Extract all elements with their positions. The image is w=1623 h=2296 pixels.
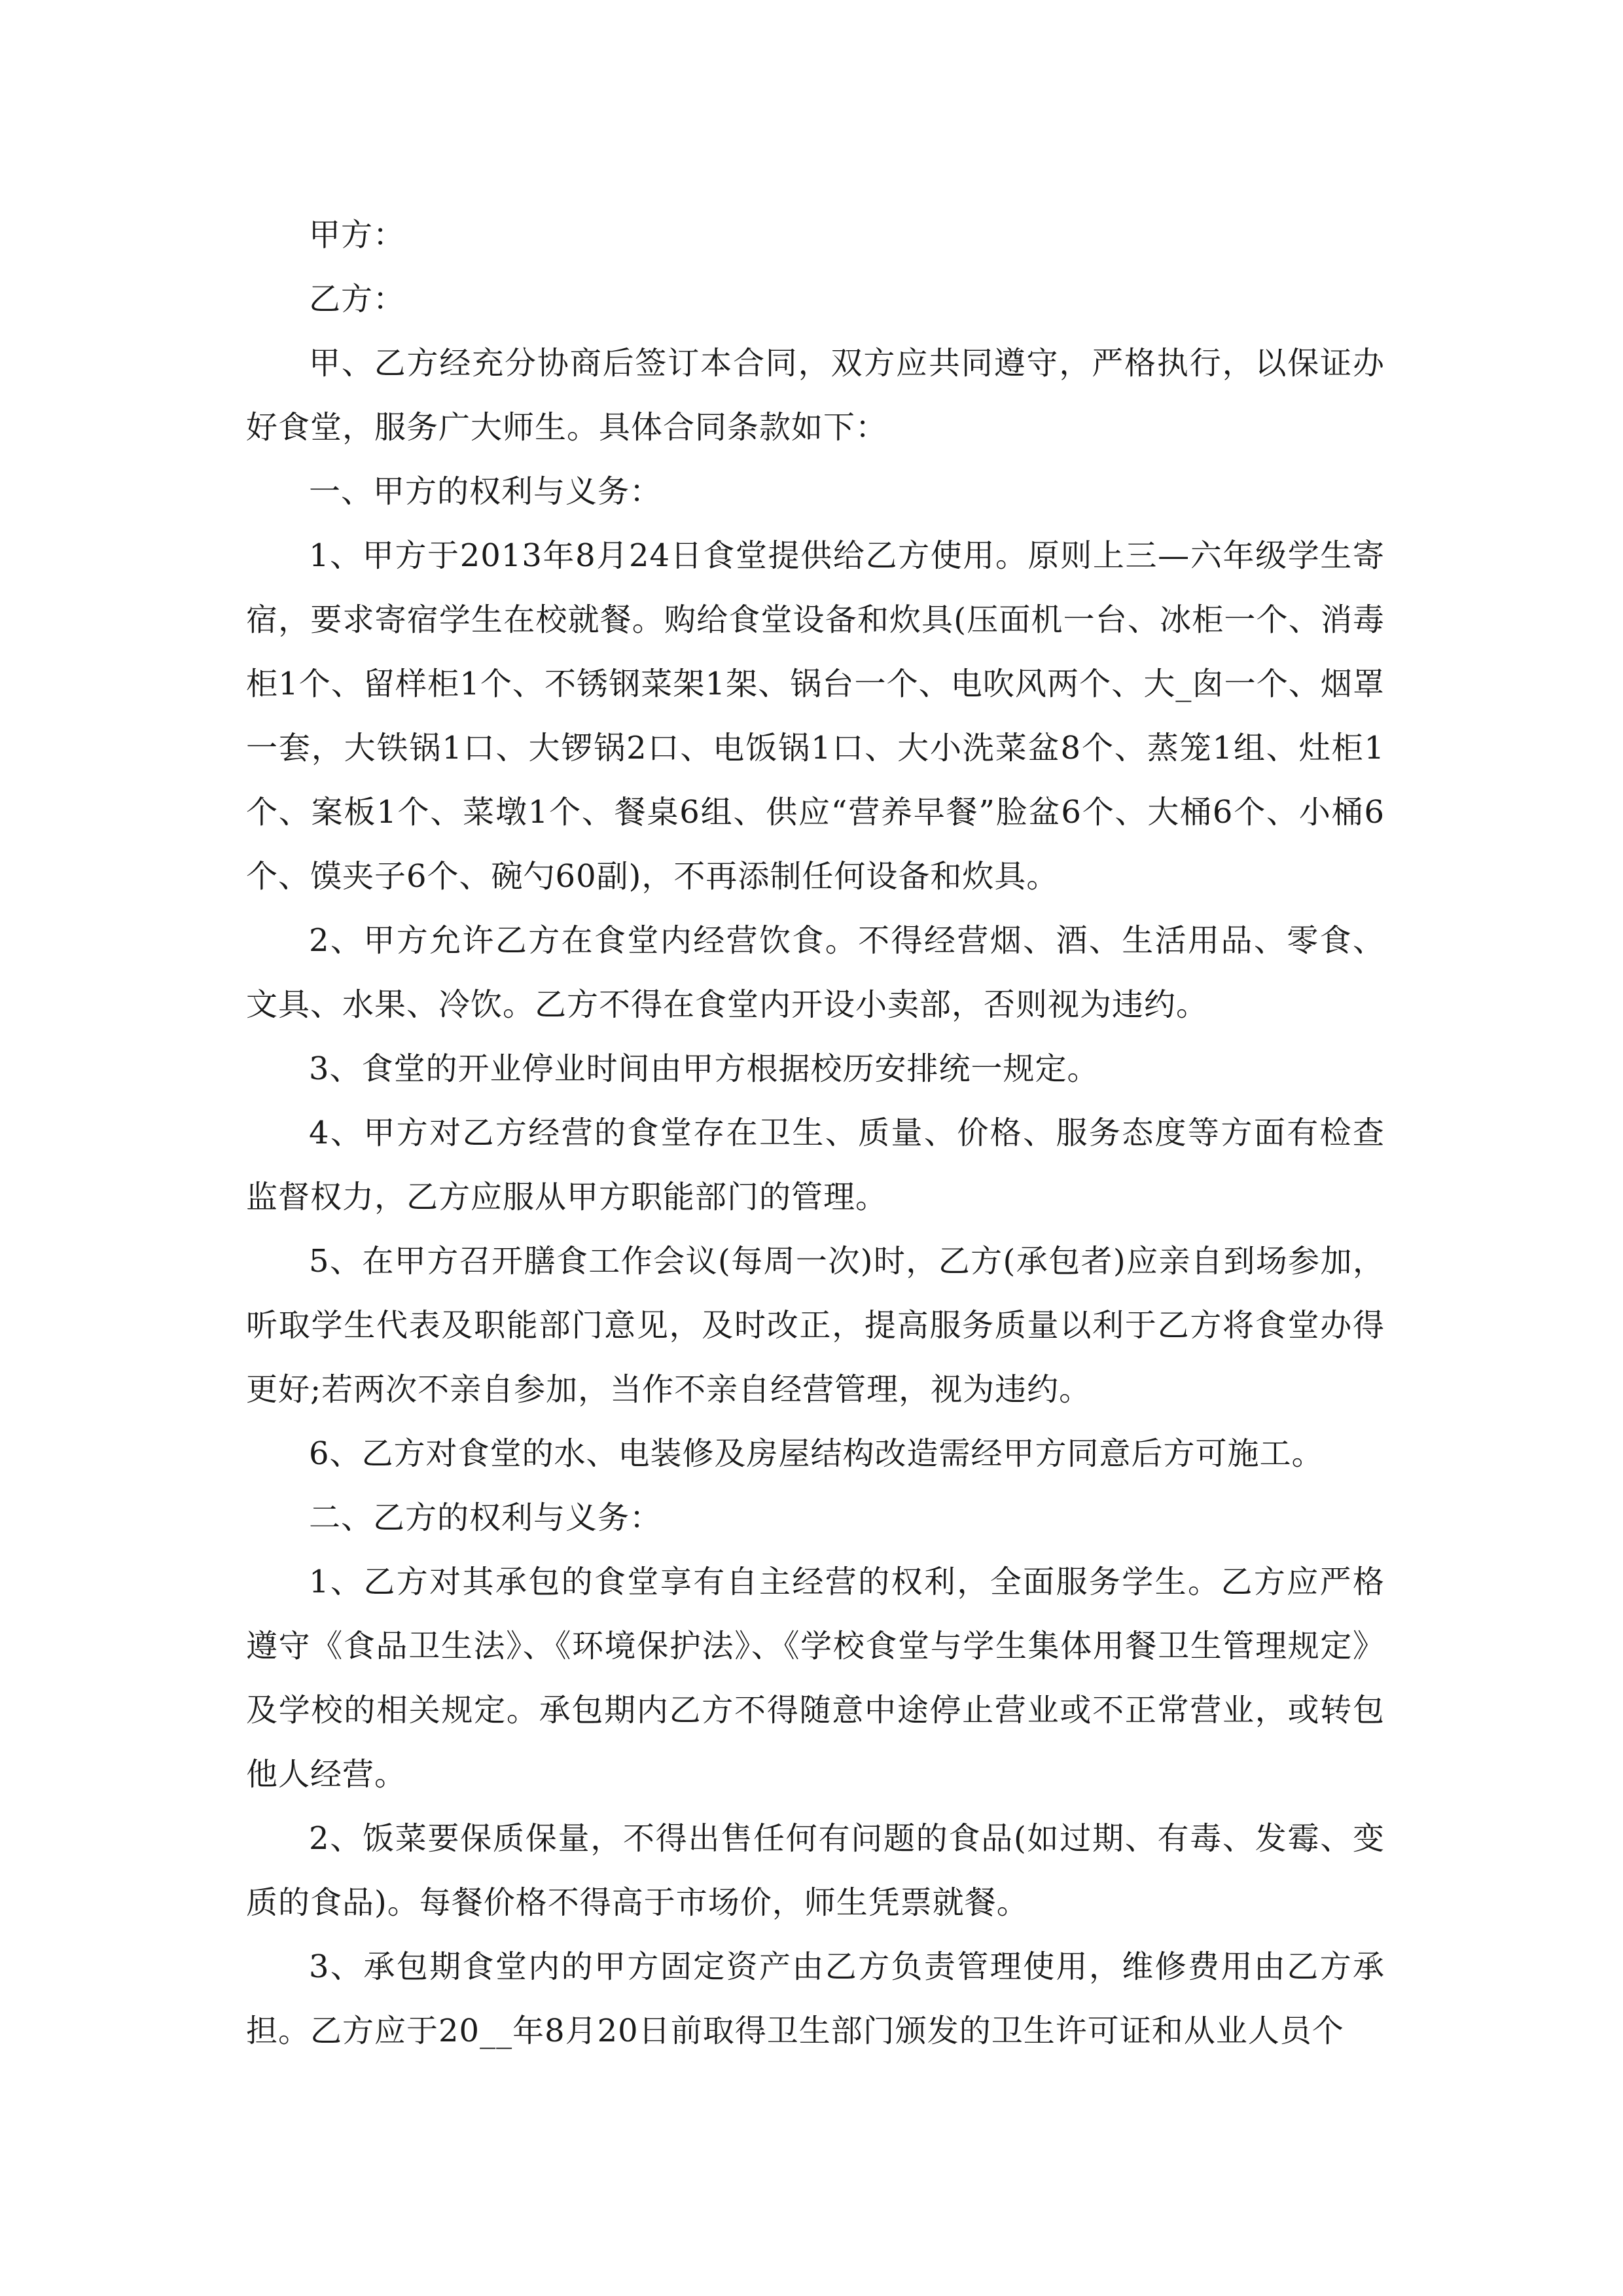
section-1-clause-5: 5、在甲方召开膳食工作会议(每周一次)时，乙方(承包者)应亲自到场参加，听取学生代表及职能部门意见，及时改正，提高服务质量以利于乙方将食堂办得更好;若两次不亲自参加，当作不亲自经营管理，视为违约。 (246, 1243, 1385, 1408)
section-2-heading: 二、乙方的权利与义务： (309, 1499, 662, 1536)
section-1-clause-6: 6、乙方对食堂的水、电装修及房屋结构改造需经甲方同意后方可施工。 (309, 1435, 1324, 1472)
preamble-paragraph: 甲、乙方经充分协商后签订本合同，双方应共同遵守，严格执行，以保证办好食堂，服务广大师生。具体合同条款如下： (246, 345, 1385, 446)
section-1-clause-2: 2、甲方允许乙方在食堂内经营饮食。不得经营烟、酒、生活用品、零食、文具、水果、冷饮。乙方不得在食堂内开设小卖部，否则视为违约。 (246, 922, 1385, 1023)
section-1-clause-3: 3、食堂的开业停业时间由甲方根据校历安排统一规定。 (309, 1050, 1099, 1087)
document-body (246, 203, 1385, 2063)
section-2-clause-3: 3、承包期食堂内的甲方固定资产由乙方负责管理使用，维修费用由乙方承担。乙方应于20__年8月20日前取得卫生部门颁发的卫生许可证和从业人员个 (246, 1948, 1385, 2049)
section-2-clause-2: 2、饭菜要保质保量，不得出售任何有问题的食品(如过期、有毒、发霉、变质的食品)。每餐价格不得高于市场价，师生凭票就餐。 (246, 1820, 1385, 1921)
section-2-clause-1: 1、乙方对其承包的食堂享有自主经营的权利，全面服务学生。乙方应严格遵守《食品卫生法》、《环境保护法》、《学校食堂与学生集体用餐卫生管理规定》及学校的相关规定。承包期内乙方不得随意中途停止营业或不正常营业，或转包他人经营。 (246, 1564, 1385, 1793)
section-1-heading: 一、甲方的权利与义务： (309, 473, 662, 510)
section-1-clause-4: 4、甲方对乙方经营的食堂存在卫生、质量、价格、服务态度等方面有检查监督权力，乙方应服从甲方职能部门的管理。 (246, 1115, 1385, 1215)
section-1-clause-1: 1、甲方于2013年8月24日食堂提供给乙方使用。原则上三—六年级学生寄宿，要求寄宿学生在校就餐。购给食堂设备和炊具(压面机一台、冰柜一个、消毒柜1个、留样柜1个、不锈钢菜架1架、锅台一个、电吹风两个、大_囱一个、烟罩一套，大铁锅1口、大锣锅2口、电饭锅1口、大小洗菜盆8个、蒸笼1组、灶柜1个、案板1个、菜墩1个、餐桌6组、供应“营养早餐”脸盆6个、大桶6个、小桶6个、馍夹子6个、碗勺60副)，不再添制任何设备和炊具。 (246, 537, 1385, 895)
party-b-line: 乙方： (309, 281, 406, 317)
party-a-line: 甲方： (309, 217, 406, 253)
